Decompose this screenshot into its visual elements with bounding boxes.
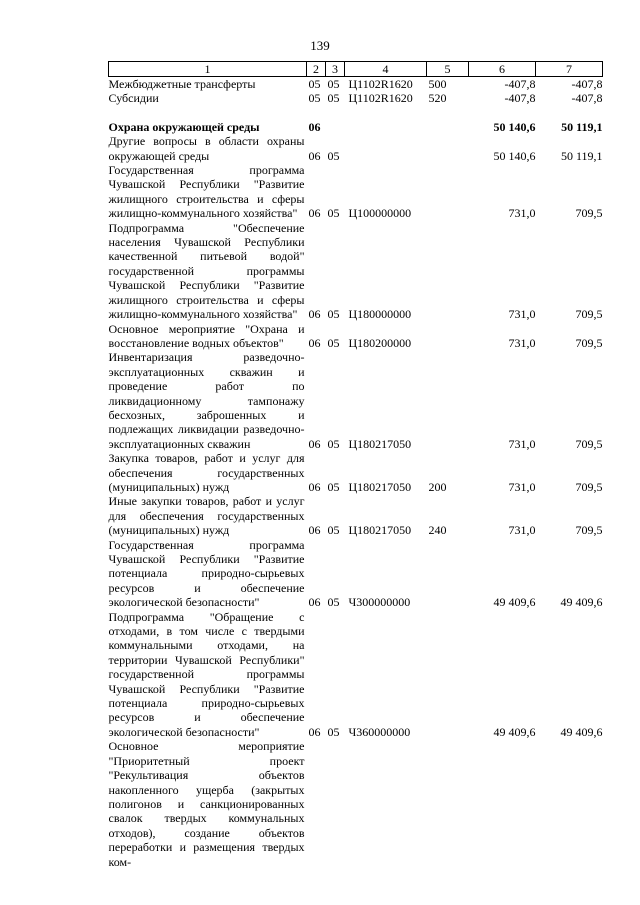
cell-vr [427, 350, 469, 451]
column-header: 5 [427, 62, 469, 77]
cell-rz [307, 739, 326, 869]
cell-pr: 05 [327, 724, 340, 739]
cell-rz: 06 [308, 206, 321, 221]
cell-v6: 731,0 [508, 206, 536, 221]
table-row [109, 91, 603, 105]
cell-csr [345, 739, 427, 869]
table-header-row [109, 62, 603, 77]
table-row [109, 134, 603, 163]
column-header: 2 [307, 62, 326, 77]
cell-pr: 05 [327, 523, 340, 538]
cell-pr: 05 [327, 148, 340, 163]
cell-vr: 200 [428, 479, 447, 494]
cell-csr: Ч300000000 [348, 595, 411, 610]
cell-pr: 05 [327, 436, 340, 451]
cell-pr: 05 [327, 335, 340, 350]
cell-rz: 06 [308, 148, 321, 163]
cell-csr: Ц180217050 [348, 479, 412, 494]
cell-v6: 49 409,6 [493, 595, 536, 610]
cell-v7: 709,5 [575, 523, 603, 538]
table-row [109, 610, 603, 740]
cell-name: Охрана окружающей среды [108, 119, 260, 134]
cell-name: Государственная программа Чувашской Республики "Развитие жилищного строительства и сферы жилищно-коммунального хозяйства" [108, 163, 305, 221]
cell-vr [427, 322, 469, 351]
cell-csr: Ц180200000 [348, 335, 412, 350]
cell-csr: Ц180217050 [348, 436, 412, 451]
cell-name [109, 106, 307, 120]
cell-vr [427, 106, 469, 120]
cell-vr [427, 221, 469, 322]
cell-v6 [469, 739, 536, 869]
cell-vr [427, 120, 469, 134]
cell-name: Другие вопросы в области охраны окружающей среды [108, 134, 305, 163]
cell-csr: Ц100000000 [348, 206, 412, 221]
cell-rz: 06 [308, 724, 321, 739]
cell-v7: 709,5 [575, 307, 603, 322]
table-row [109, 221, 603, 322]
cell-v7 [536, 739, 603, 869]
table-row [109, 322, 603, 351]
cell-vr [427, 134, 469, 163]
cell-vr: 520 [428, 91, 447, 106]
column-header: 7 [536, 62, 603, 77]
cell-v6: 49 409,6 [493, 724, 536, 739]
cell-pr: 05 [327, 595, 340, 610]
cell-rz: 06 [308, 595, 321, 610]
cell-rz: 05 [308, 77, 321, 91]
cell-rz: 06 [308, 479, 321, 494]
cell-csr: Ц1102R1620 [348, 91, 413, 106]
cell-pr [326, 106, 345, 120]
cell-vr [427, 538, 469, 610]
table-row [109, 350, 603, 451]
cell-v6: 731,0 [508, 479, 536, 494]
cell-v7 [536, 106, 603, 120]
table-row [109, 739, 603, 869]
cell-v7: 50 119,1 [561, 119, 603, 134]
cell-pr: 05 [327, 206, 340, 221]
cell-v6: 731,0 [508, 523, 536, 538]
table-row [109, 77, 603, 92]
cell-name: Подпрограмма "Обеспечение населения Чувашской Республики качественной питьевой водой" государственной программы Чувашской Республики "Развитие жилищного строительства и сферы жилищно-коммунального хозяйства" [108, 220, 305, 322]
table-row [109, 120, 603, 134]
cell-name: Инвентаризация разведочно-эксплуатационных скважин и проведение работ по ликвидационному тампонажу бесхозных, заброшенных и подлежащих ликвидации разведочно-эксплуатационных скважин [108, 350, 305, 451]
table-row [109, 163, 603, 221]
cell-vr [427, 610, 469, 740]
cell-name: Закупка товаров, работ и услуг для обеспечения государственных (муниципальных) нужд [108, 451, 305, 494]
cell-name: Основное мероприятие "Приоритетный проект "Рекультивация объектов накопленного ущерба (закрытых полигонов и санкционированных свалок твердых коммунальных отходов), создание объектов переработки и размещения твердых ком- [108, 739, 305, 869]
column-header: 4 [345, 62, 427, 77]
cell-csr: Ц180217050 [348, 523, 412, 538]
cell-vr: 240 [428, 523, 447, 538]
page-number: 139 [310, 38, 330, 53]
cell-rz: 06 [308, 119, 321, 134]
cell-rz [307, 106, 326, 120]
cell-csr [345, 134, 427, 163]
cell-v7: 709,5 [575, 436, 603, 451]
cell-pr: 05 [327, 77, 340, 91]
cell-name: Субсидии [108, 91, 159, 106]
column-header: 1 [109, 62, 307, 77]
cell-rz: 05 [308, 91, 321, 106]
cell-csr [345, 106, 427, 120]
cell-v6: 731,0 [508, 307, 536, 322]
cell-v7: 49 409,6 [560, 595, 603, 610]
cell-v7: 49 409,6 [560, 724, 603, 739]
cell-pr [326, 739, 345, 869]
cell-vr: 500 [428, 77, 447, 91]
cell-name: Иные закупки товаров, работ и услуг для обеспечения государственных (муниципальных) нужд [108, 494, 305, 538]
cell-rz: 06 [308, 523, 321, 538]
cell-v7: 709,5 [575, 335, 603, 350]
cell-v7: -407,8 [571, 91, 603, 106]
cell-name: Основное мероприятие "Охрана и восстановление водных объектов" [108, 321, 305, 350]
cell-rz: 06 [308, 436, 321, 451]
cell-v6 [469, 106, 536, 120]
cell-csr: Ц180000000 [348, 307, 412, 322]
cell-v7: 709,5 [575, 479, 603, 494]
cell-v6: -407,8 [504, 91, 536, 106]
cell-v6: 50 140,6 [493, 148, 536, 163]
table-row [109, 106, 603, 120]
column-header: 3 [326, 62, 345, 77]
cell-rz: 06 [308, 307, 321, 322]
cell-vr [427, 739, 469, 869]
column-header: 6 [469, 62, 536, 77]
cell-v6: 731,0 [508, 436, 536, 451]
cell-rz: 06 [308, 335, 321, 350]
cell-pr: 05 [327, 91, 340, 106]
cell-pr: 05 [327, 479, 340, 494]
cell-v7: -407,8 [571, 77, 603, 91]
budget-table [108, 61, 603, 869]
cell-v7: 709,5 [575, 206, 603, 221]
cell-csr [345, 120, 427, 134]
cell-csr: Ч360000000 [348, 724, 411, 739]
cell-name: Подпрограмма "Обращение с отходами, в том числе с твердыми коммунальными отходами, на территории Чувашской Республики" государственной программы Чувашской Республики "Развитие потенциала природно-сырьевых ресурсов и обеспечение экологической безопасности" [108, 609, 305, 739]
cell-v7: 50 119,1 [560, 148, 603, 163]
cell-v6: -407,8 [504, 77, 536, 91]
cell-csr: Ц1102R1620 [348, 77, 413, 91]
cell-v6: 731,0 [508, 335, 536, 350]
table-row [109, 494, 603, 537]
table-row [109, 451, 603, 494]
cell-name: Государственная программа Чувашской Республики "Развитие потенциала природно-сырьевых ресурсов и обеспечение экологической безопасности" [108, 537, 305, 610]
cell-vr [427, 163, 469, 221]
cell-pr [326, 120, 345, 134]
cell-name: Межбюджетные трансферты [108, 77, 256, 91]
table-row [109, 538, 603, 610]
cell-v6: 50 140,6 [493, 119, 536, 134]
cell-pr: 05 [327, 307, 340, 322]
